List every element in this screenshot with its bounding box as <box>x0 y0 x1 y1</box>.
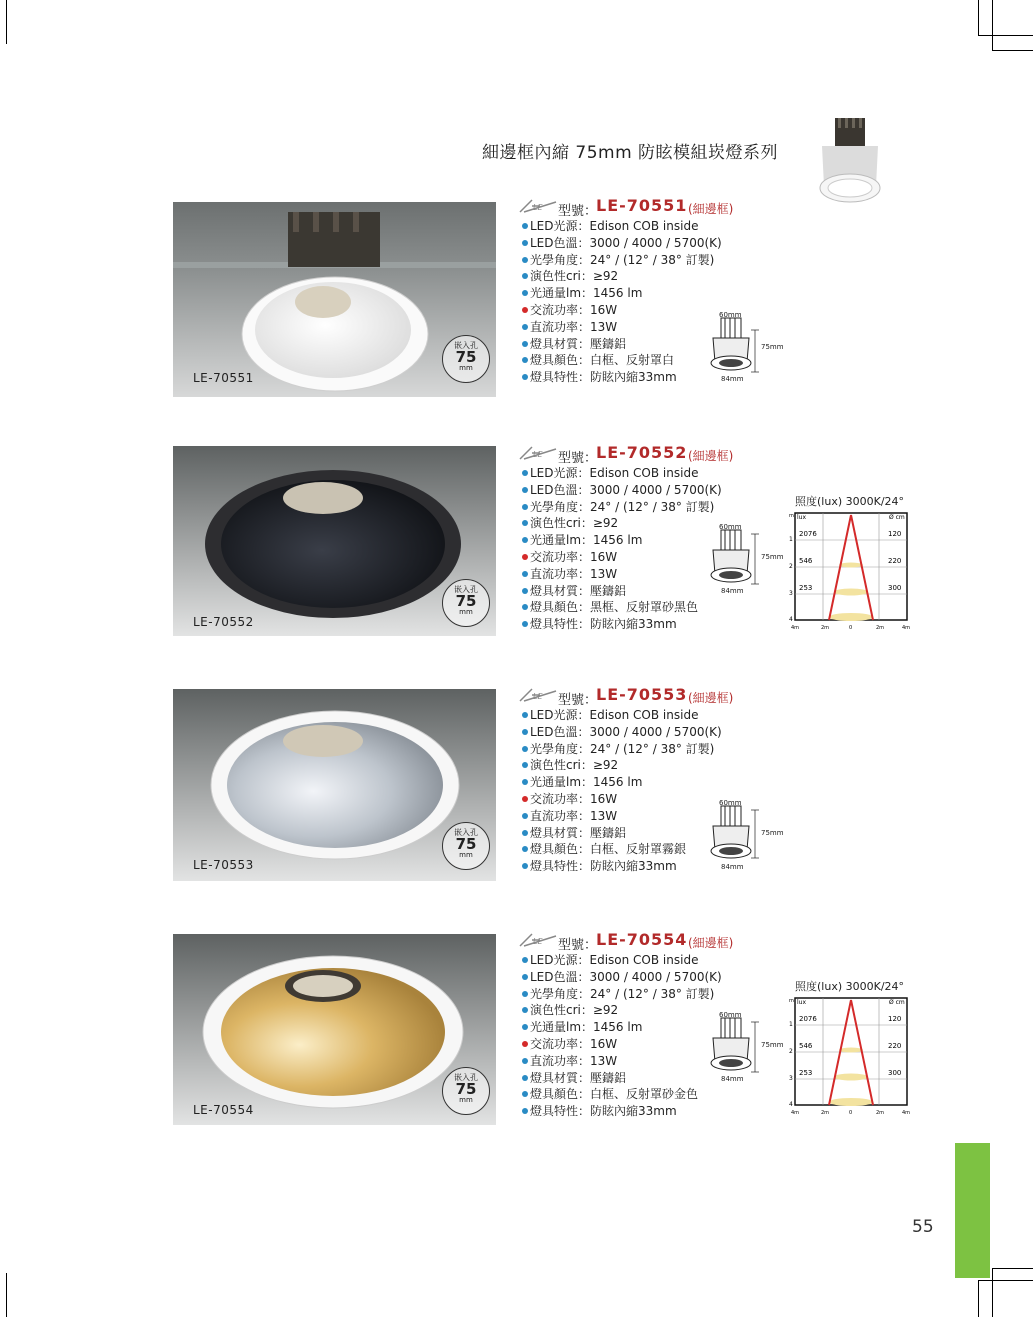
bullet-icon <box>522 974 528 980</box>
svg-text:120: 120 <box>888 1015 902 1023</box>
svg-text:m: m <box>789 513 794 519</box>
bullet-icon <box>522 604 528 610</box>
page-title: 細邊框內縮 75mm 防眩模組崁燈系列 <box>482 143 779 163</box>
svg-text:2m: 2m <box>876 625 885 631</box>
dimension-drawing <box>705 308 785 388</box>
dim-bottom: 84mm <box>721 375 744 383</box>
spec-item: 演色性cri：≥92 <box>518 268 778 285</box>
dimension-drawing <box>705 1008 785 1088</box>
cutout-badge-caption: 嵌入孔 <box>454 828 478 837</box>
cutout-badge-unit: mm <box>459 608 473 616</box>
crop-mark <box>978 35 1033 36</box>
svg-text:2076: 2076 <box>799 530 817 538</box>
crop-mark <box>978 0 979 35</box>
svg-text:253: 253 <box>799 1069 813 1077</box>
spec-item: LED光源：Edison COB inside <box>518 952 778 969</box>
svg-text:Ø cm: Ø cm <box>889 999 905 1006</box>
photo-model-label: LE-70553 <box>193 858 254 872</box>
bullet-icon <box>522 273 528 279</box>
svg-text:LE: LE <box>533 203 543 212</box>
le-logo-icon <box>518 198 558 214</box>
cutout-badge-size: 75 <box>455 835 477 853</box>
svg-text:0: 0 <box>849 1110 853 1116</box>
spec-header <box>518 445 778 465</box>
dim-top: 60mm <box>719 799 742 807</box>
svg-text:220: 220 <box>888 557 902 565</box>
cutout-badge-size: 75 <box>455 348 477 366</box>
crop-mark <box>992 1268 993 1317</box>
model-tag: (細邊框) <box>688 449 734 463</box>
cutout-badge <box>442 579 490 627</box>
bullet-icon <box>522 571 528 577</box>
bullet-icon <box>522 1041 528 1047</box>
spec-item: LED光源：Edison COB inside <box>518 465 778 482</box>
dim-side: 75mm <box>761 829 784 837</box>
spec-item: 燈具特性：防眩內縮33mm <box>518 1103 778 1120</box>
spec-item: 直流功率：13W <box>518 319 778 336</box>
spec-item: LED色溫：3000 / 4000 / 5700(K) <box>518 482 778 499</box>
illuminance-title: 照度(lux) 3000K/24° <box>795 495 905 508</box>
svg-text:4m: 4m <box>902 625 911 631</box>
cutout-badge-size: 75 <box>455 1080 477 1098</box>
svg-text:LE: LE <box>533 450 543 459</box>
bullet-icon <box>522 1024 528 1030</box>
spec-item: 光通量lm：1456 lm <box>518 285 778 302</box>
spec-item: 燈具材質：壓鑄鋁 <box>518 336 778 353</box>
spec-item: LED色溫：3000 / 4000 / 5700(K) <box>518 969 778 986</box>
bullet-icon <box>522 504 528 510</box>
dimension-drawing <box>705 796 785 876</box>
bullet-icon <box>522 813 528 819</box>
dim-top: 60mm <box>719 1011 742 1019</box>
model-tag: (細邊框) <box>688 936 734 950</box>
crop-mark <box>992 1268 1033 1269</box>
bullet-icon <box>522 846 528 852</box>
dim-bottom: 84mm <box>721 863 744 871</box>
model-number: LE-70554 <box>596 930 688 949</box>
bullet-icon <box>522 830 528 836</box>
svg-text:253: 253 <box>799 584 813 592</box>
svg-text:4m: 4m <box>791 625 800 631</box>
model-number: LE-70552 <box>596 443 688 462</box>
spec-item: 光學角度：24° / (12° / 38° 訂製) <box>518 252 778 269</box>
bullet-icon <box>522 307 528 313</box>
spec-header <box>518 198 778 218</box>
spec-item: 演色性cri：≥92 <box>518 515 778 532</box>
svg-text:220: 220 <box>888 1042 902 1050</box>
dimension-drawing <box>705 520 785 600</box>
bullet-icon <box>522 341 528 347</box>
bullet-icon <box>522 374 528 380</box>
spec-item: 燈具特性：防眩內縮33mm <box>518 616 778 633</box>
model-number: LE-70553 <box>596 685 688 704</box>
svg-text:0: 0 <box>849 625 853 631</box>
spec-header <box>518 932 778 952</box>
illuminance-title: 照度(lux) 3000K/24° <box>795 980 905 993</box>
svg-text:4m: 4m <box>902 1110 911 1116</box>
spec-item: LED光源：Edison COB inside <box>518 218 778 235</box>
bullet-icon <box>522 240 528 246</box>
spec-item: 燈具材質：壓鑄鋁 <box>518 583 778 600</box>
product-photo <box>173 689 496 884</box>
le-logo-icon <box>518 932 558 948</box>
bullet-icon <box>522 588 528 594</box>
spec-item: 交流功率：16W <box>518 1036 778 1053</box>
model-tag: (細邊框) <box>688 691 734 705</box>
spec-item: 交流功率：16W <box>518 302 778 319</box>
cutout-badge-unit: mm <box>459 851 473 859</box>
svg-text:LE: LE <box>533 937 543 946</box>
spec-item: 演色性cri：≥92 <box>518 1002 778 1019</box>
product-photo <box>173 446 496 641</box>
photo-model-label: LE-70554 <box>193 1103 254 1117</box>
dim-side: 75mm <box>761 553 784 561</box>
photo-model-label: LE-70551 <box>193 371 254 385</box>
spec-item: 交流功率：16W <box>518 549 778 566</box>
bullet-icon <box>522 957 528 963</box>
spec-item: 直流功率：13W <box>518 566 778 583</box>
cutout-badge <box>442 335 490 383</box>
bullet-icon <box>522 470 528 476</box>
model-label: 型號： <box>558 938 598 953</box>
page-number: 55 <box>912 1217 934 1237</box>
svg-text:lux: lux <box>797 514 807 521</box>
bullet-icon <box>522 257 528 263</box>
cutout-badge-caption: 嵌入孔 <box>454 341 478 350</box>
model-label: 型號： <box>558 451 598 466</box>
svg-text:546: 546 <box>799 1042 813 1050</box>
crop-mark <box>978 1280 1033 1281</box>
spec-item: 燈具特性：防眩內縮33mm <box>518 369 778 386</box>
product-photo <box>173 934 496 1129</box>
spec-item: LED色溫：3000 / 4000 / 5700(K) <box>518 235 778 252</box>
bullet-icon <box>522 554 528 560</box>
svg-text:1: 1 <box>789 536 793 543</box>
bullet-icon <box>522 712 528 718</box>
bullet-icon <box>522 621 528 627</box>
bullet-icon <box>522 1007 528 1013</box>
spec-item: LED色溫：3000 / 4000 / 5700(K) <box>518 724 778 741</box>
bullet-icon <box>522 324 528 330</box>
photo-model-label: LE-70552 <box>193 615 254 629</box>
svg-text:300: 300 <box>888 1069 902 1077</box>
crop-mark <box>6 1273 7 1317</box>
bullet-icon <box>522 729 528 735</box>
illuminance-chart <box>785 978 920 1128</box>
bullet-icon <box>522 357 528 363</box>
svg-text:LE: LE <box>533 692 543 701</box>
svg-text:2076: 2076 <box>799 1015 817 1023</box>
spec-item: 光學角度：24° / (12° / 38° 訂製) <box>518 499 778 516</box>
le-logo-icon <box>518 687 558 703</box>
cutout-badge-size: 75 <box>455 592 477 610</box>
svg-text:4: 4 <box>789 1101 793 1108</box>
model-label: 型號： <box>558 693 598 708</box>
spec-item: 燈具顏色：白框、反射罩砂金色 <box>518 1086 778 1103</box>
bullet-icon <box>522 746 528 752</box>
svg-text:4m: 4m <box>791 1110 800 1116</box>
svg-text:lux: lux <box>797 999 807 1006</box>
bullet-icon <box>522 762 528 768</box>
spec-item: 光通量lm：1456 lm <box>518 774 778 791</box>
crop-mark <box>6 0 7 44</box>
cutout-badge <box>442 1067 490 1115</box>
spec-item: 燈具顏色：白框、反射罩霧銀 <box>518 841 778 858</box>
model-number: LE-70551 <box>596 196 688 215</box>
cutout-badge-unit: mm <box>459 364 473 372</box>
spec-item: 燈具材質：壓鑄鋁 <box>518 825 778 842</box>
bullet-icon <box>522 487 528 493</box>
dim-side: 75mm <box>761 343 784 351</box>
bullet-icon <box>522 991 528 997</box>
svg-text:Ø cm: Ø cm <box>889 514 905 521</box>
spec-item: 直流功率：13W <box>518 808 778 825</box>
spec-item: 光學角度：24° / (12° / 38° 訂製) <box>518 741 778 758</box>
bullet-icon <box>522 1108 528 1114</box>
dim-top: 60mm <box>719 523 742 531</box>
spec-item: 燈具顏色：黑框、反射罩砂黑色 <box>518 599 778 616</box>
cutout-badge <box>442 822 490 870</box>
svg-text:2m: 2m <box>876 1110 885 1116</box>
cutout-badge-unit: mm <box>459 1096 473 1104</box>
dim-side: 75mm <box>761 1041 784 1049</box>
illuminance-chart <box>785 493 920 643</box>
spec-item: 燈具顏色：白框、反射罩白 <box>518 352 778 369</box>
product-photo <box>173 202 496 397</box>
svg-text:300: 300 <box>888 584 902 592</box>
spec-item: 光通量lm：1456 lm <box>518 1019 778 1036</box>
svg-text:2: 2 <box>789 563 793 570</box>
spec-item: LED光源：Edison COB inside <box>518 707 778 724</box>
spec-item: 光通量lm：1456 lm <box>518 532 778 549</box>
cutout-badge-caption: 嵌入孔 <box>454 1073 478 1082</box>
crop-mark <box>992 0 993 50</box>
bullet-icon <box>522 1058 528 1064</box>
dim-bottom: 84mm <box>721 1075 744 1083</box>
bullet-icon <box>522 796 528 802</box>
crop-mark <box>978 1280 979 1317</box>
spec-header <box>518 687 778 707</box>
svg-text:2m: 2m <box>821 1110 830 1116</box>
bullet-icon <box>522 537 528 543</box>
bullet-icon <box>522 779 528 785</box>
bullet-icon <box>522 863 528 869</box>
svg-text:2: 2 <box>789 1048 793 1055</box>
crop-mark <box>992 50 1033 51</box>
svg-text:120: 120 <box>888 530 902 538</box>
svg-text:4: 4 <box>789 616 793 623</box>
hero-lamp-image <box>810 116 890 211</box>
section-tab <box>955 1143 990 1278</box>
spec-item: 演色性cri：≥92 <box>518 757 778 774</box>
dim-bottom: 84mm <box>721 587 744 595</box>
model-label: 型號： <box>558 204 598 219</box>
spec-item: 交流功率：16W <box>518 791 778 808</box>
le-logo-icon <box>518 445 558 461</box>
svg-text:546: 546 <box>799 557 813 565</box>
svg-text:2m: 2m <box>821 625 830 631</box>
bullet-icon <box>522 223 528 229</box>
svg-text:3: 3 <box>789 590 793 597</box>
bullet-icon <box>522 520 528 526</box>
svg-text:1: 1 <box>789 1021 793 1028</box>
cutout-badge-caption: 嵌入孔 <box>454 585 478 594</box>
bullet-icon <box>522 1091 528 1097</box>
model-tag: (細邊框) <box>688 202 734 216</box>
spec-item: 直流功率：13W <box>518 1053 778 1070</box>
svg-text:m: m <box>789 998 794 1004</box>
bullet-icon <box>522 290 528 296</box>
spec-item: 燈具特性：防眩內縮33mm <box>518 858 778 875</box>
svg-text:3: 3 <box>789 1075 793 1082</box>
bullet-icon <box>522 1075 528 1081</box>
spec-item: 光學角度：24° / (12° / 38° 訂製) <box>518 986 778 1003</box>
dim-top: 60mm <box>719 311 742 319</box>
spec-item: 燈具材質：壓鑄鋁 <box>518 1070 778 1087</box>
